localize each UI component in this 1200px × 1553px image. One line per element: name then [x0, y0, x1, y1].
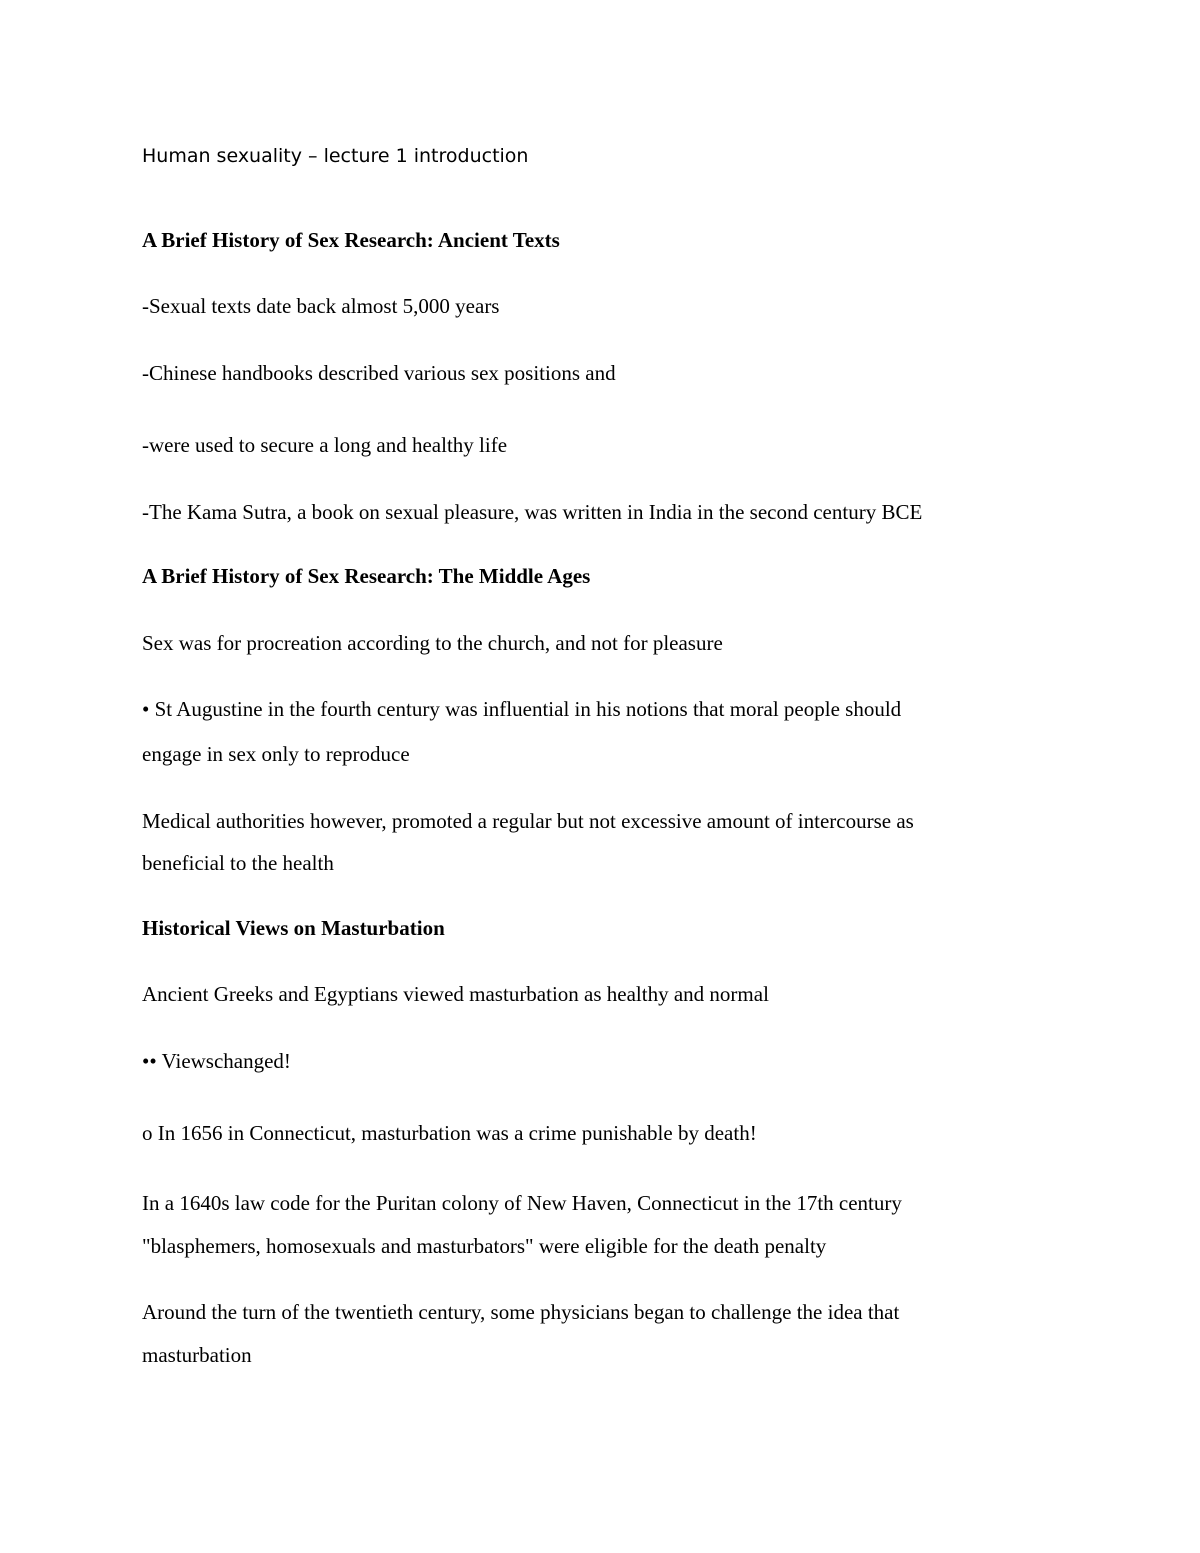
- section-heading-ancient-texts: A Brief History of Sex Research: Ancient Texts: [142, 228, 560, 252]
- paragraph-line: Sex was for procreation according to the church, and not for pleasure: [142, 631, 723, 655]
- paragraph-line: Around the turn of the twentieth century, some physicians began to challenge the idea that: [142, 1300, 900, 1324]
- paragraph-line: -were used to secure a long and healthy life: [142, 433, 508, 457]
- paragraph-line: -Chinese handbooks described various sex positions and: [142, 361, 616, 385]
- document-title: Human sexuality – lecture 1 introduction: [142, 145, 529, 167]
- paragraph-line: In a 1640s law code for the Puritan colony of New Haven, Connecticut in the 17th century: [142, 1191, 902, 1215]
- bullet-line: o In 1656 in Connecticut, masturbation was a crime punishable by death!: [142, 1121, 757, 1145]
- paragraph-line: -Sexual texts date back almost 5,000 years: [142, 294, 500, 318]
- section-heading-masturbation: Historical Views on Masturbation: [142, 916, 445, 940]
- paragraph-line: -The Kama Sutra, a book on sexual pleasure, was written in India in the second century BCE: [142, 500, 923, 524]
- bullet-line: •• Viewschanged!: [142, 1049, 291, 1073]
- paragraph-line: "blasphemers, homosexuals and masturbators" were eligible for the death penalty: [142, 1234, 827, 1258]
- section-heading-middle-ages: A Brief History of Sex Research: The Middle Ages: [142, 564, 591, 588]
- bullet-line: • St Augustine in the fourth century was influential in his notions that moral people should: [142, 697, 902, 721]
- paragraph-line: masturbation: [142, 1343, 252, 1367]
- paragraph-line: Ancient Greeks and Egyptians viewed masturbation as healthy and normal: [142, 982, 769, 1006]
- paragraph-line: engage in sex only to reproduce: [142, 742, 410, 766]
- paragraph-line: beneficial to the health: [142, 851, 334, 875]
- paragraph-line: Medical authorities however, promoted a regular but not excessive amount of intercourse as: [142, 809, 914, 833]
